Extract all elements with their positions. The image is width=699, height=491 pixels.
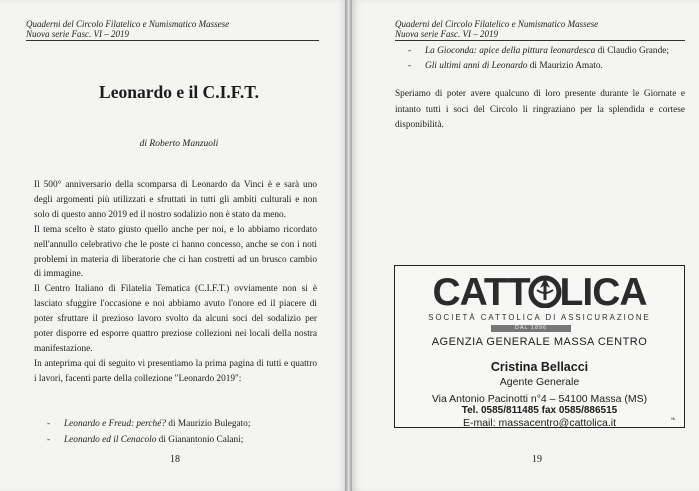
article-title: Leonardo e il C.I.F.T. — [99, 82, 259, 102]
left-page — [0, 0, 347, 491]
logo-text-right: LICA — [559, 271, 647, 314]
collection-title: Gli ultimi anni di Leonardo — [425, 61, 528, 71]
collection-title: Leonardo ed il Cenacolo — [64, 434, 157, 445]
logo-emblem-icon — [527, 274, 563, 308]
agent-role: Agente Generale — [499, 376, 580, 388]
collection-title: Leonardo e Freud: perché? — [64, 419, 166, 429]
page-number: 19 — [532, 454, 542, 465]
paragraph: Il tema scelto è stato giusto quello anche per noi, e lo abbiamo ricordato nell'annullo celebrativo che le poste ci hanno concesso, anche se con i noti problemi in materia di liberatorie che ci han costretti ad un brusco cambio di immagine. — [34, 224, 317, 280]
page-number: 18 — [170, 454, 180, 465]
agency-email: E-mail: massacentro@cattolica.it — [462, 417, 617, 429]
agency-address: Via Antonio Pacinotti n°4 – 54100 Massa (MS) — [431, 393, 648, 405]
agency-phone: Tel. 0585/811485 fax 0585/886515 — [461, 405, 618, 416]
running-header — [395, 19, 685, 41]
collection-author: di Claudio Grande; — [595, 46, 669, 56]
right-page — [352, 0, 699, 491]
collection-list — [395, 44, 685, 74]
logo-since-bar: DAL 1896 — [491, 325, 571, 332]
header-line-2: Nuova serie Fasc. VI – 2019 — [26, 29, 129, 39]
agency-name: AGENZIA GENERALE MASSA CENTRO — [431, 336, 648, 348]
article-byline: di Roberto Manzuoli — [139, 139, 219, 149]
list-item — [395, 44, 685, 59]
list-item — [34, 417, 317, 433]
closing-paragraph — [395, 87, 685, 134]
agent-name: Cristina Bellacci — [490, 360, 589, 374]
collection-list — [34, 417, 317, 448]
collection-author: di Gianantonio Calani; — [156, 434, 244, 445]
article-body — [34, 178, 317, 387]
paragraph: In anteprima qui di seguito vi presentiamo la prima pagina di tutti e quattro i lavori, facenti parte della collezione "Leonardo 2019": — [34, 358, 317, 384]
header-line-1: Quaderni del Circolo Filatelico e Numismatico Massese — [26, 19, 230, 29]
running-header — [26, 19, 319, 41]
collection-author: di Maurizio Amato. — [527, 61, 603, 71]
ornament-icon: ❧ — [670, 416, 676, 423]
logo-tagline: SOCIETÀ CATTOLICA DI ASSICURAZIONE — [428, 313, 651, 322]
paragraph: Il Centro Italiano di Filatelia Tematica (C.I.F.T.) ovviamente non si è lasciato sfuggire l'occasione e noi abbiamo avuto l'onore ed il piacere di poter sfruttare il prezioso lavoro svolto da alcuni soci del sodalizio per poter disporre ed esporre quattro preziose collezioni nei locali della nostra manifestazione. — [34, 284, 317, 354]
header-line-2: Nuova serie Fasc. VI – 2019 — [395, 29, 498, 39]
cattolica-advertisement — [394, 265, 685, 428]
header-line-1: Quaderni del Circolo Filatelico e Numismatico Massese — [395, 19, 599, 29]
list-item — [34, 433, 317, 449]
logo-text-left: CATT — [432, 271, 530, 314]
cattolica-logo — [395, 273, 684, 313]
paragraph: Speriamo di poter avere qualcuno di loro presente durante le Giornate e intanto tutti i soci del Circolo li ringraziano per la splendida e cortese disponibilità. — [395, 89, 685, 130]
collection-title: La Gioconda: apice della pittura leonardesca — [425, 46, 596, 56]
list-item — [395, 59, 685, 74]
paragraph: Il 500° anniversario della scomparsa di Leonardo da Vinci è e sarà uno degli argomenti più utilizzati e sfruttati in tutti gli ambiti culturali e non solo di questo anno 2019 ed il nostro sodalizio non è stato da meno. — [34, 180, 317, 220]
collection-author: di Maurizio Bulegato; — [165, 419, 251, 429]
